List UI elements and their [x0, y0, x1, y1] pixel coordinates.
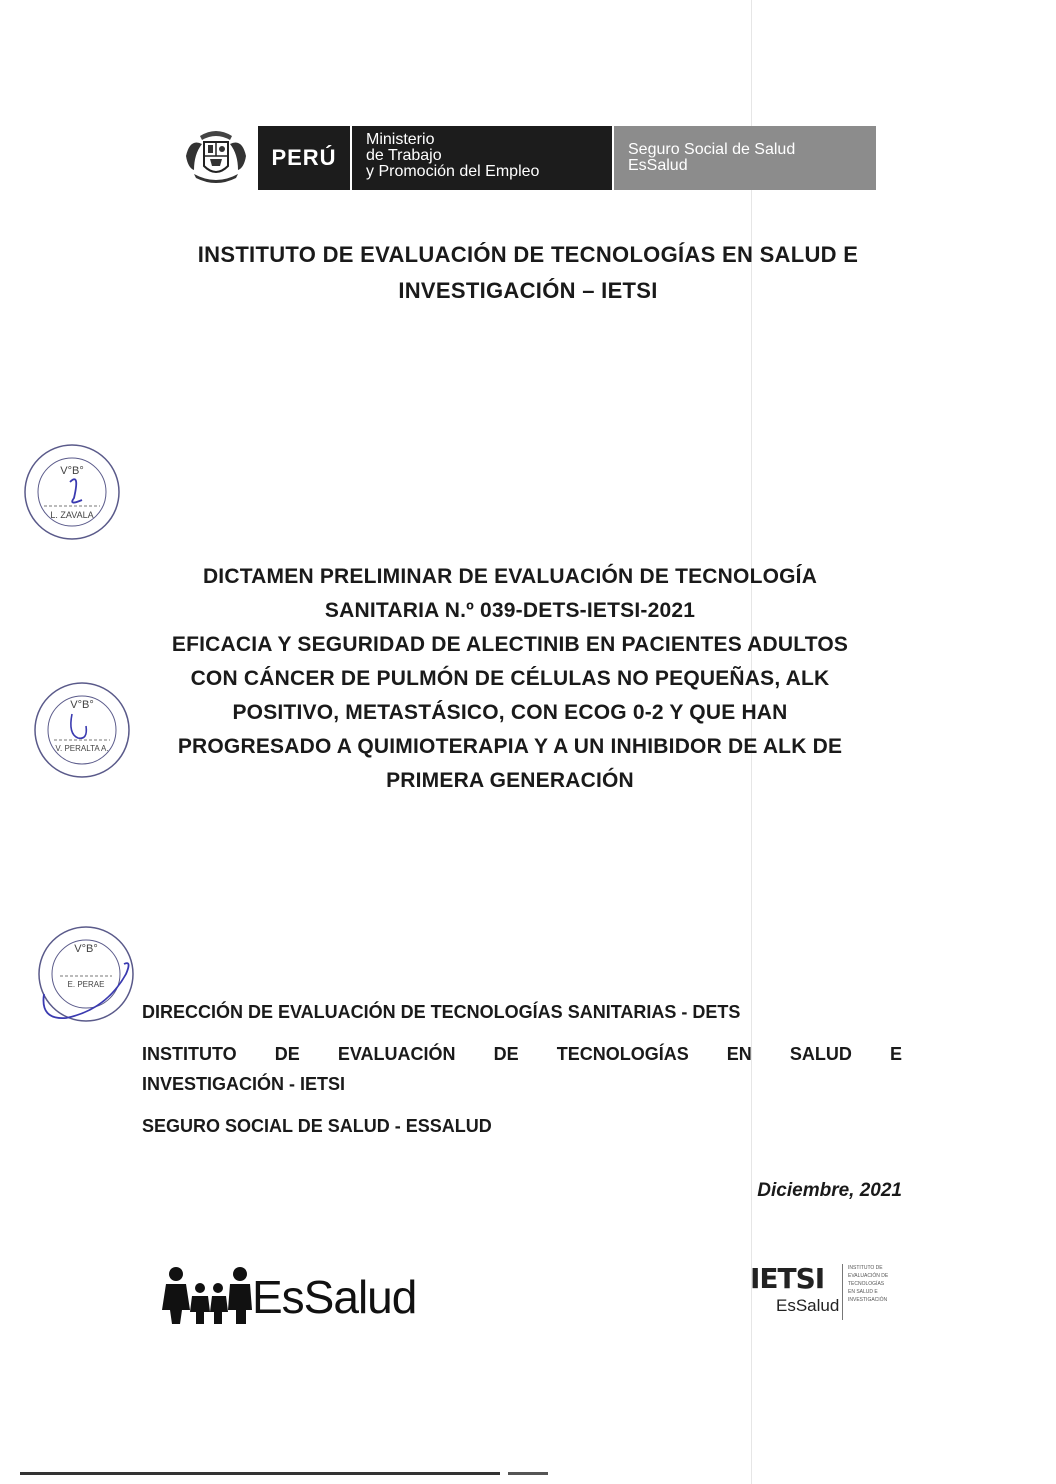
stamp-name: V. PERALTA A.	[55, 744, 109, 753]
coat-of-arms-icon	[180, 126, 252, 188]
dictamen-line: PROGRESADO A QUIMIOTERAPIA Y A UN INHIBIDOR DE ALK DE	[177, 735, 843, 758]
ietsi-logo	[750, 1262, 910, 1332]
stamp-vb: V°B°	[74, 943, 98, 955]
ministry-line: de Trabajo	[366, 147, 442, 164]
stamp-vb: V°B°	[70, 699, 94, 711]
seguro-social-label	[614, 126, 876, 190]
institute-title-line2: INVESTIGACIÓN – IETSI	[398, 278, 658, 303]
approval-stamp-icon	[22, 442, 122, 542]
ministry-line: Ministerio	[366, 131, 435, 148]
ietsi-small-text	[848, 1264, 908, 1304]
document-date: Diciembre, 2021	[757, 1180, 902, 1201]
family-icon	[160, 1264, 252, 1326]
institute-title-line1: INSTITUTO DE EVALUACIÓN DE TECNOLOGÍAS EN SALUD E	[197, 242, 859, 267]
instituto-line: INSTITUTO DE EVALUACIÓN DE TECNOLOGÍAS EN SALUD E	[142, 1044, 902, 1064]
ietsi-essalud-sub: EsSalud	[776, 1296, 840, 1315]
approval-stamp-icon	[32, 680, 132, 780]
ministry-label	[352, 126, 612, 190]
ietsi-small-line: TECNOLOGÍAS	[848, 1281, 885, 1287]
ministry-line: y Promoción del Empleo	[366, 163, 540, 180]
bottom-rule	[20, 1472, 500, 1475]
dictamen-line: EFICACIA Y SEGURIDAD DE ALECTINIB EN PACIENTES ADULTOS	[171, 633, 849, 656]
ietsi-divider	[842, 1264, 843, 1320]
dictamen-line: CON CÁNCER DE PULMÓN DE CÉLULAS NO PEQUEÑAS, ALK	[190, 667, 830, 690]
stamp-name: E. PERAE	[67, 980, 105, 989]
instituto-line-2: INVESTIGACIÓN - IETSI	[142, 1074, 346, 1094]
ietsi-small-line: INVESTIGACIÓN	[848, 1297, 888, 1303]
approval-stamp-icon	[36, 924, 136, 1024]
dictamen-line: DICTAMEN PRELIMINAR DE EVALUACIÓN DE TECNOLOGÍA	[202, 565, 818, 588]
dictamen-title	[140, 560, 880, 798]
essalud-logo	[160, 1262, 440, 1328]
peru-label: PERÚ	[258, 126, 350, 190]
ietsi-small-line: EN SALUD E	[848, 1289, 878, 1295]
essalud-wordmark: EsSalud	[252, 1271, 417, 1323]
ietsi-small-line: EVALUACIÓN DE	[848, 1273, 889, 1279]
stamp-name: L. ZAVALA	[50, 510, 94, 520]
dictamen-line: POSITIVO, METASTÁSICO, CON ECOG 0-2 Y QUE HAN	[232, 701, 788, 724]
stamp-vb: V°B°	[60, 465, 84, 477]
ietsi-wordmark: IETSI	[750, 1262, 825, 1295]
direccion-line: DIRECCIÓN DE EVALUACIÓN DE TECNOLOGÍAS SANITARIAS - DETS	[142, 1002, 741, 1022]
bottom-rule-segment	[508, 1472, 548, 1475]
seguro-social-line: SEGURO SOCIAL DE SALUD - ESSALUD	[142, 1116, 492, 1136]
government-header	[180, 124, 875, 192]
dictamen-line: PRIMERA GENERACIÓN	[386, 769, 634, 792]
ietsi-small-line: INSTITUTO DE	[848, 1265, 883, 1271]
seguro-line: Seguro Social de Salud	[628, 141, 796, 158]
dictamen-line: SANITARIA N.º 039-DETS-IETSI-2021	[324, 599, 696, 622]
seguro-line: EsSalud	[628, 157, 688, 174]
